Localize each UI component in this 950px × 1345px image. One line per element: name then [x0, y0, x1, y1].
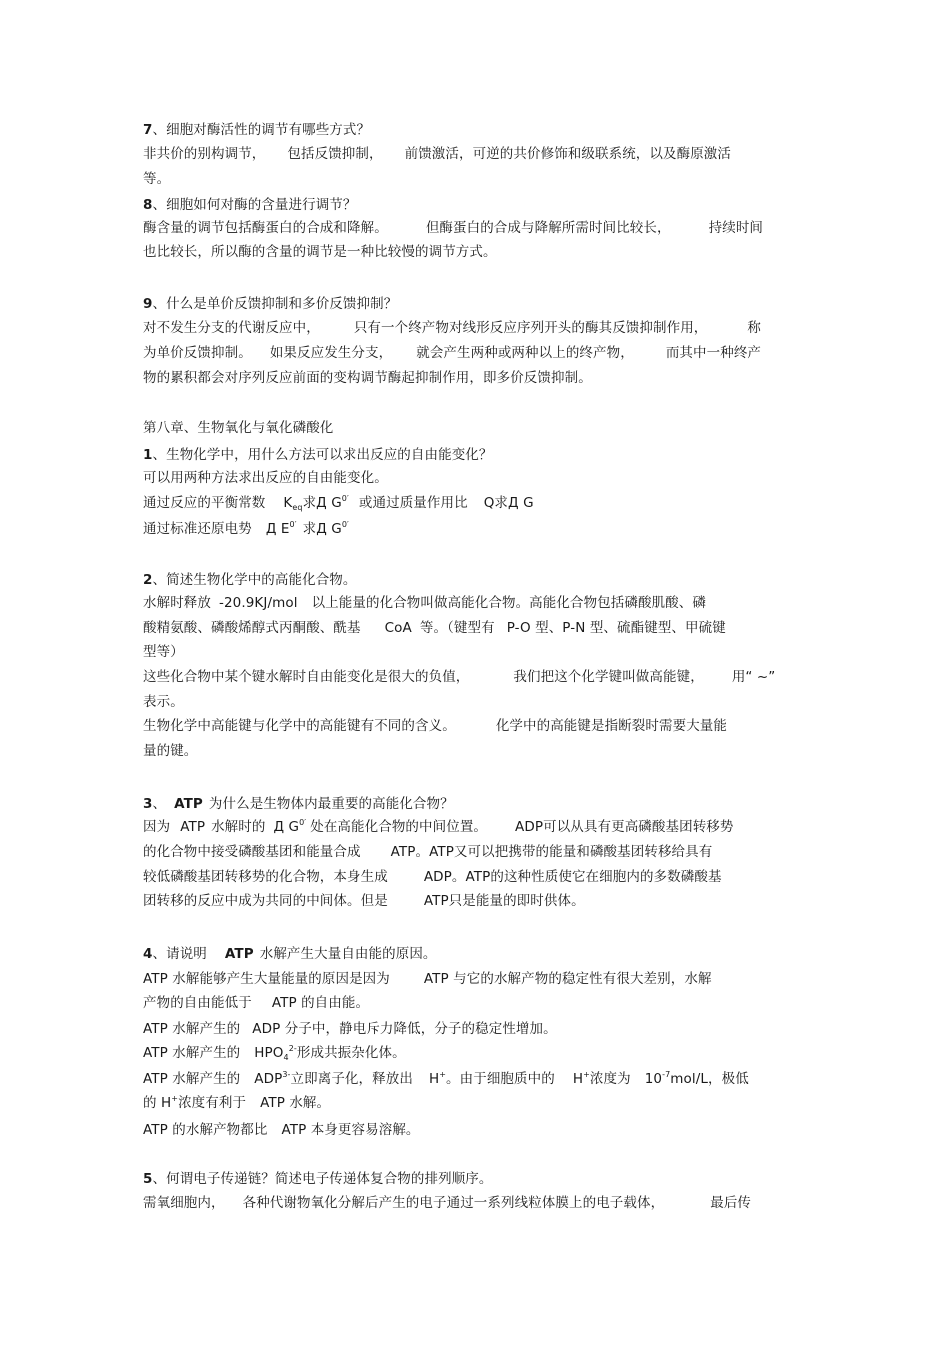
answer-c3-line-4: 团转移的反应中成为共同的中间体。但是 ATP只是能量的即时供体。 — [143, 893, 585, 909]
answer-c4-line-3: ATP 水解产生的 ADP 分子中，静电斥力降低，分子的稳定性增加。 — [143, 1021, 557, 1037]
answer-c4-line-5: ATP 水解产生的 $ADP^{3-}$立即离子化，释放出 H+。由于细胞质中的 H+浓度为 $10^{-7}mol/L$，极低 — [143, 1070, 749, 1087]
question-7-title: 7、细胞对酶活性的调节有哪些方式？ — [143, 122, 371, 138]
answer-c3-line-2: 的化合物中接受磷酸基团和能量合成 ATP。ATP又可以把携带的能量和磷酸基团转移给具有 — [143, 844, 713, 860]
answer-c2-line-2: 酸精氨酸、磷酸烯醇式丙酮酸、酰基 CoA 等。（键型有 P-O 型、P-N 型、硫酯键型、甲硫键 — [143, 620, 726, 636]
question-c4-title: 4、请说明 ATP 水解产生大量自由能的原因。 — [143, 946, 437, 962]
question-9-title: 9、什么是单价反馈抑制和多价反馈抑制？ — [143, 296, 398, 312]
answer-c1-line-2: 通过反应的平衡常数 $K_{eq}$求Д $G^{0'}$ 或通过质量作用比 Q求Д G — [143, 494, 534, 512]
answer-c2-line-1: 水解时释放 -20.9KJ/mol 以上能量的化合物叫做高能化合物。高能化合物包括磷酸肌酸、磷 — [143, 595, 706, 611]
answer-c2-line-6: 生物化学中高能键与化学中的高能键有不同的含义。 化学中的高能键是指断裂时需要大量能 — [143, 718, 728, 734]
answer-c4-line-2: 产物的自由能低于 ATP 的自由能。 — [143, 995, 370, 1011]
answer-c4-line-4: ATP 水解产生的 $HPO_4^{2-}$形成共振杂化体。 — [143, 1044, 406, 1062]
answer-c2-line-7: 量的键。 — [143, 743, 198, 759]
question-c5-title: 5、何谓电子传递链？简述电子传递体复合物的排列顺序。 — [143, 1171, 493, 1187]
answer-c4-line-1: ATP 水解能够产生大量能量的原因是因为 ATP 与它的水解产物的稳定性有很大差别，水解 — [143, 971, 712, 987]
answer-7-line-2: 等。 — [143, 171, 171, 187]
question-8-title: 8、细胞如何对酶的含量进行调节？ — [143, 197, 357, 213]
answer-8-line-2: 也比较长，所以酶的含量的调节是一种比较慢的调节方式。 — [143, 244, 497, 260]
question-c3-title: 3、 ATP 为什么是生物体内最重要的高能化合物？ — [143, 796, 454, 812]
answer-c4-line-6: 的 H+浓度有利于 ATP 水解。 — [143, 1094, 331, 1111]
answer-9-line-1: 对不发生分支的代谢反应中， 只有一个终产物对线形反应序列开头的酶其反馈抑制作用， 称 — [143, 320, 762, 336]
answer-c5-line-1: 需氧细胞内， 各种代谢物氧化分解后产生的电子通过一系列线粒体膜上的电子载体， 最后传 — [143, 1195, 752, 1211]
answer-c3-line-1: 因为 ATP 水解时的 Д $G^{0'}$ 处在高能化合物的中间位置。 ADP可以从具有更高磷酸基团转移势 — [143, 818, 734, 835]
answer-c4-line-7: ATP 的水解产物都比 ATP 本身更容易溶解。 — [143, 1122, 420, 1138]
answer-9-line-2: 为单价反馈抑制。 如果反应发生分支， 就会产生两种或两种以上的终产物， 而其中一种终产 — [143, 345, 762, 361]
answer-c2-line-3: 型等） — [143, 644, 184, 660]
chapter-heading: 第八章、生物氧化与氧化磷酸化 — [143, 420, 334, 436]
question-c1-title: 1、生物化学中，用什么方法可以求出反应的自由能变化？ — [143, 447, 493, 463]
answer-c2-line-4: 这些化合物中某个键水解时自由能变化是很大的负值， 我们把这个化学键叫做高能键， 用“ ~” — [143, 669, 776, 685]
question-c2-title: 2、简述生物化学中的高能化合物。 — [143, 572, 357, 588]
answer-c2-line-5: 表示。 — [143, 694, 184, 710]
answer-c1-line-3: 通过标准还原电势 Д $E^{0'}$ 求Д $G^{0'}$ — [143, 520, 349, 537]
answer-c1-line-1: 可以用两种方法求出反应的自由能变化。 — [143, 470, 388, 486]
answer-9-line-3: 物的累积都会对序列反应前面的变构调节酶起抑制作用，即多价反馈抑制。 — [143, 370, 592, 386]
answer-c3-line-3: 较低磷酸基团转移势的化合物，本身生成 ADP。ATP的这种性质使它在细胞内的多数磷酸基 — [143, 869, 722, 885]
answer-7-line-1: 非共价的别构调节， 包括反馈抑制， 前馈激活，可逆的共价修饰和级联系统，以及酶原激活 — [143, 146, 732, 162]
answer-8-line-1: 酶含量的调节包括酶蛋白的合成和降解。 但酶蛋白的合成与降解所需时间比较长， 持续时间 — [143, 220, 764, 236]
